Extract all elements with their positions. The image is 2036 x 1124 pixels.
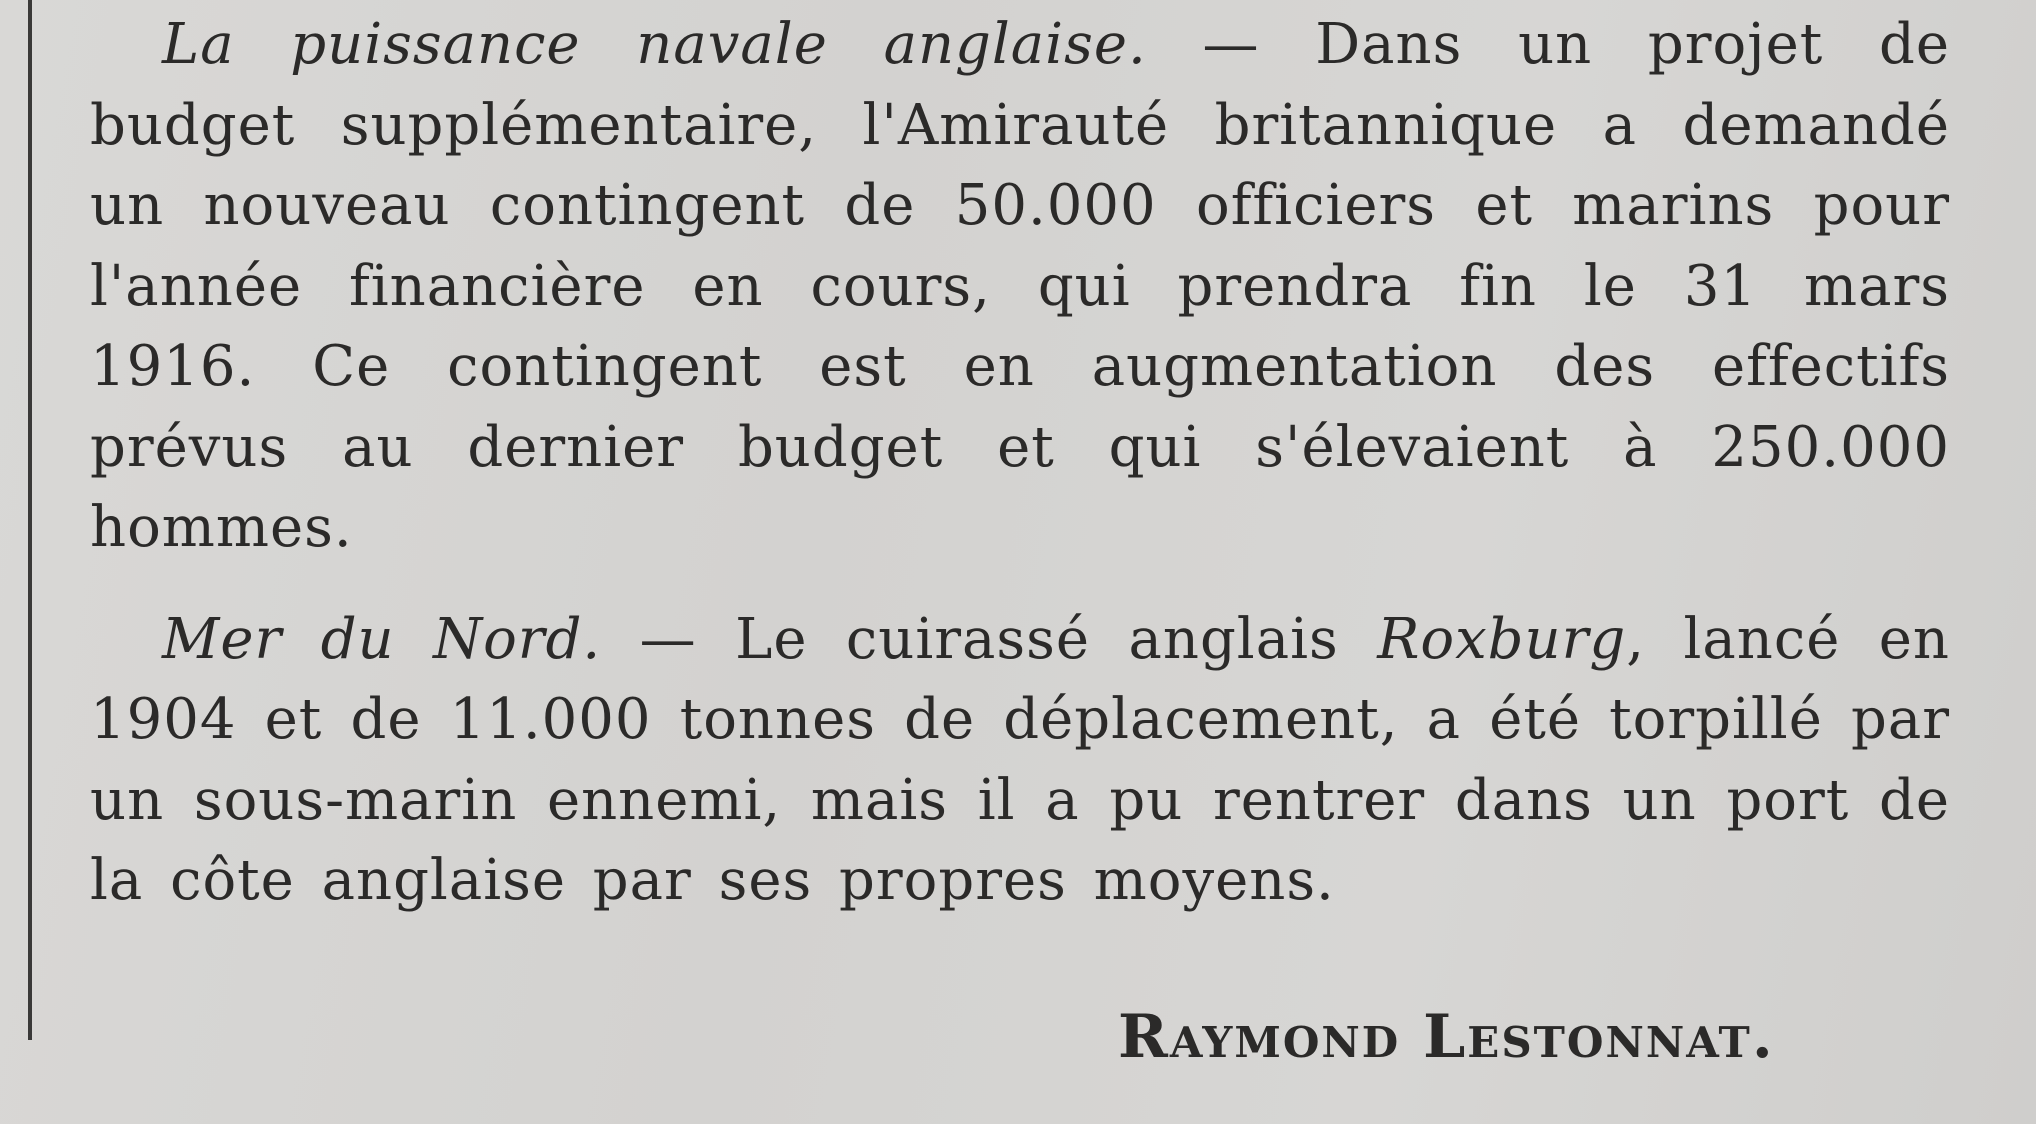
paragraph-naval-power [90,0,1950,569]
paragraph-text: — Dans un projet de budget supplémentaire, l'Amirauté britannique a demandé un nouveau contingent de 50.000 officiers et marins pour l'année financière en cours, qui prendra fin le 31 mars 1916. Ce contingent est en augmentation des effectifs prévus au dernier budget et qui s'élevaient à 250.000 hommes. [90,12,1950,560]
author-signature: Raymond Lestonnat. [1118,1002,1775,1072]
paragraph-lead: La puissance navale anglaise. [162,12,1147,77]
ship-name: Roxburg [1377,606,1627,672]
article [90,0,1950,922]
paragraph-north-sea [90,600,1950,922]
paragraph-lead: Mer du Nord. [162,606,602,672]
paragraph-text: — Le cuirassé anglais [601,606,1378,672]
column-rule [28,0,32,1040]
paragraph-text: , lancé en 1904 et de 11.000 tonnes de déplacement, a été torpillé par un sous-marin ennemi, mais il a pu rentrer dans un port de la côte anglaise par ses propres moyens. [90,606,1950,913]
